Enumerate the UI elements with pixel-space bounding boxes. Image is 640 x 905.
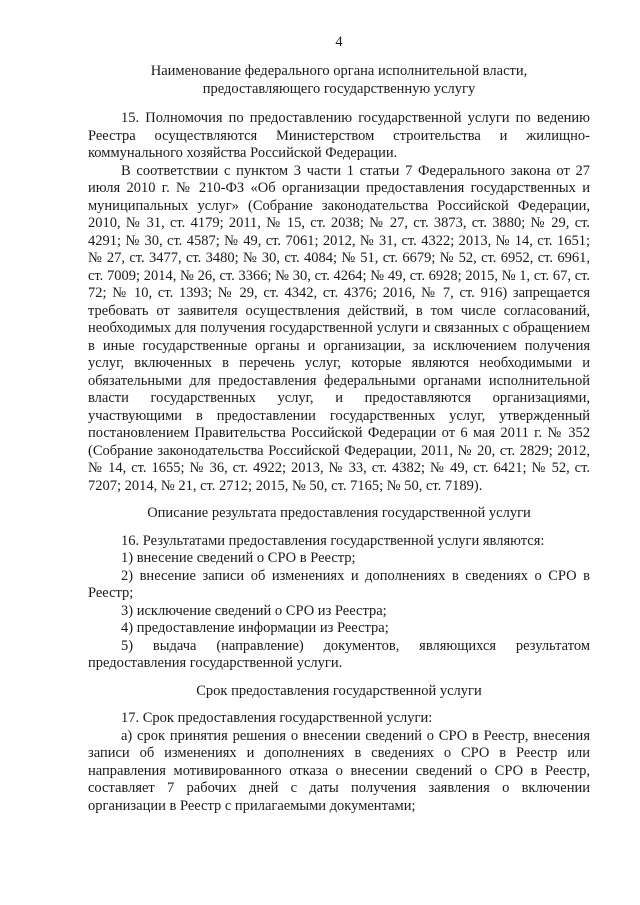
section-heading-term: Срок предоставления государственной услуги [196,682,482,699]
paragraph-16: 16. Результатами предоставления государственной услуги являются: [121,532,545,549]
page-number: 4 [335,34,343,50]
section-heading-result: Описание результата предоставления государственной услуги [147,505,531,521]
paragraph-15: 15. Полномочия по предоставлению государственной услуги по ведению Реестра осуществляются Министерством строительства и жилищно-коммунального хозяйства Российской Федерации. [88,110,590,161]
heading-line: Наименование федерального органа исполнительной власти, [150,63,528,79]
list-item: 2) внесение записи об изменениях и дополнениях в сведениях о СРО в Реестр; [88,567,590,601]
paragraph-17: 17. Срок предоставления государственной услуги: [121,710,433,726]
paragraph-prohibition: В соответствии с пунктом 3 части 1 статьи 7 Федерального закона от 27 июля 2010 г. № 210-ФЗ «Об организации предоставления государственных и муниципальных услуг» (Собрание законодательства Российской Федерации, 2010, № 31, ст. 4179; 2011, № 15, ст. 2038; № 27, ст. 3873, ст. 3880; № 29, ст. 4291; № 30, ст. 4587; № 49, ст. 7061; 2012, № 31, ст. 4322; 2013, № 14, ст. 1651; № 27, ст. 3477, ст. 3480; № 30, ст. 4084; № 51, ст. 6679; № 52, ст. 6952, ст. 6961, ст. 7009; 2014, № 26, ст. 3366; № 30, ст. 4264; № 49, ст. 6928; 2015, № 1, ст. 67, ст. 72; № 10, ст. 1393; № 29, ст. 4342, ст. 4376; 2016, № 7, ст. 916) запрещается требовать от заявителя осуществления действий, в том числе согласований, необходимых для получения государственной услуги и связанных с обращением в иные государственные органы и организации, за исключением получения услуг, включенных в перечень услуг, которые являются необходимыми и обязательными для предоставления федеральными органами исполнительной власти государственных услуг, и предоставляются организациями, участвующими в предоставлении государственных услуг, утвержденный постановлением Правительства Российской Федерации от 6 мая 2011 г. № 352 (Собрание законодательства Российской Федерации, 2011, № 20, ст. 2829; 2012, № 14, ст. 1655; № 36, ст. 4922; 2013, № 33, ст. 4382; № 49, ст. 6421; № 52, ст. 7207; 2014, № 21, ст. 2712; 2015, № 50, ст. 7165; № 50, ст. 7189). [88,162,590,494]
list-item: 3) исключение сведений о СРО из Реестра; [121,602,387,619]
list-item: 5) выдача (направление) документов, являющихся результатом предоставления государственной услуги. [88,637,590,671]
list-item: 4) предоставление информации из Реестра; [121,620,389,636]
paragraph-17a: а) срок принятия решения о внесении сведений о СРО в Реестр, внесения записи об изменениях и дополнениях в сведениях о СРО в Реестр или направления мотивированного отказа о внесении сведений о СРО в Реестр, составляет 7 рабочих дней с даты получения заявления о включении организации в Реестр с прилагаемыми документами; [88,727,590,814]
section-heading-federal-body [88,63,590,98]
list-item: 1) внесение сведений о СРО в Реестр; [121,550,356,566]
heading-line: предоставляющего государственную услугу [202,80,476,97]
